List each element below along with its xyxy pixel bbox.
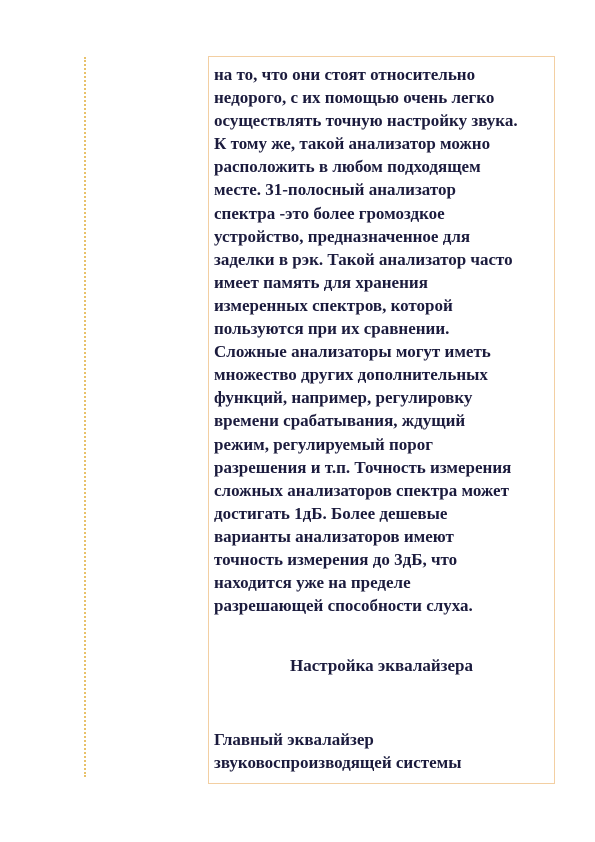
body-line: Главный эквалайзер [214,730,374,749]
body-line: пользуются при их сравнении. [214,319,450,339]
body-line: имеет память для хранения [214,272,428,292]
body-line: Сложные анализаторы могут иметь [214,342,491,362]
body-line: разрешающей способности слуха. [214,596,473,616]
body-line: достигать 1дБ. Более дешевые [214,503,448,523]
body-line: месте. 31-полосный анализатор [214,180,456,200]
body-line: варианты анализаторов имеют [214,526,454,546]
margin-dotted-rule [84,57,86,777]
body-line: режим, регулируемый порог [214,434,433,454]
body-paragraph [214,63,554,617]
body-line: звуковоспроизводящей системы [214,753,462,772]
body-line: времени срабатывания, ждущий [214,411,466,431]
body-line: устройство, предназначенное для [214,226,471,246]
body-line: расположить в любом подходящем [214,157,481,177]
body-line: спектра -это более громоздкое [214,203,445,223]
body-line: точность измерения до 3дБ, что [214,549,458,569]
body-line: на то, что они стоят относительно [214,65,476,84]
body-line: функций, например, регулировку [214,388,473,408]
body-line: разрешения и т.п. Точность измерения [214,457,512,477]
body-line: измеренных спектров, которой [214,295,453,315]
section-heading: Настройка эквалайзера [290,656,473,675]
body-line: сложных анализаторов спектра может [214,480,509,500]
body-line: множество других дополнительных [214,365,488,385]
body-line: заделки в рэк. Такой анализатор часто [214,249,513,269]
body-line: недорого, с их помощью очень легко [214,88,495,108]
body-line: находится уже на пределе [214,573,411,593]
tail-paragraph [214,728,554,774]
body-line: осуществлять точную настройку звука. [214,111,518,131]
body-line: К тому же, такой анализатор можно [214,134,491,154]
